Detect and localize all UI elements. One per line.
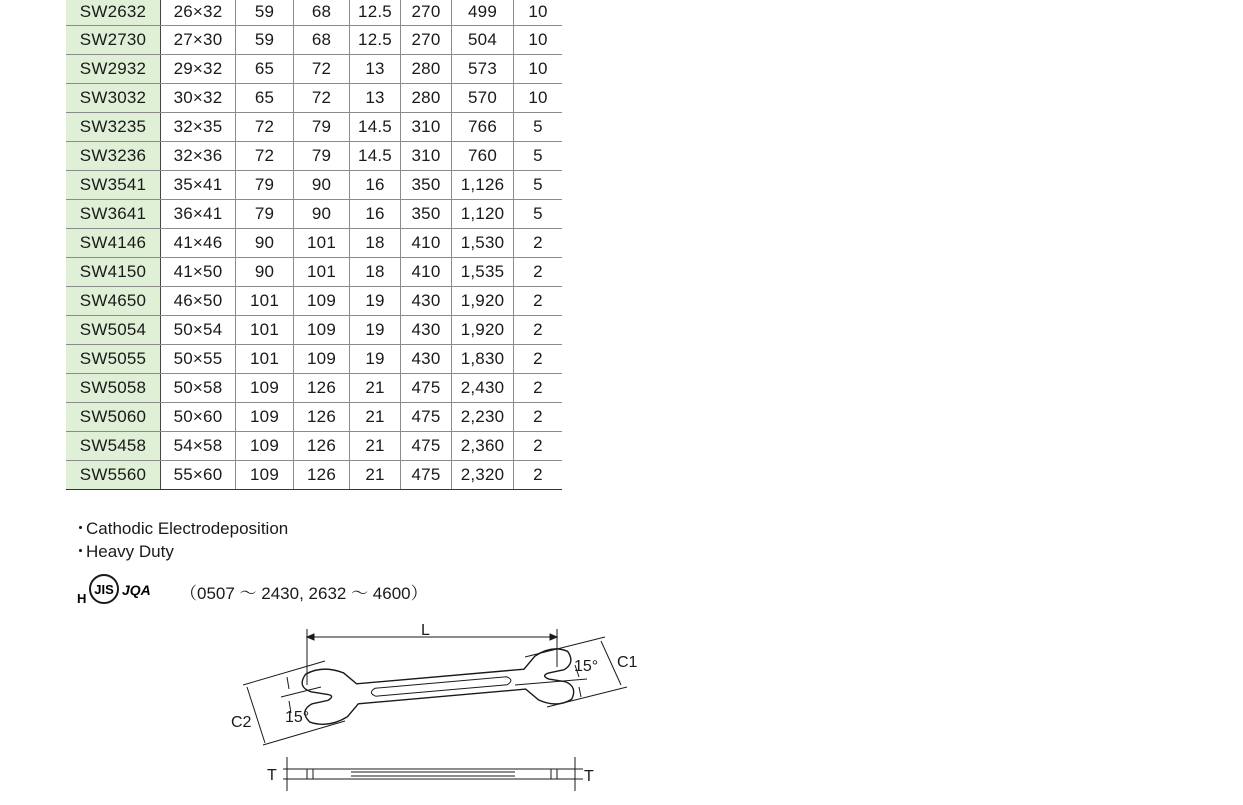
thickness-cell: 16 — [350, 171, 401, 200]
length-cell: 430 — [401, 316, 452, 345]
label-angle-right: 15° — [574, 658, 599, 675]
table-row — [66, 200, 562, 229]
wrench-groove — [371, 676, 511, 696]
size-cell: 50×55 — [161, 345, 236, 374]
length-cell: 280 — [401, 84, 452, 113]
length-cell: 270 — [401, 26, 452, 55]
size-cell: 50×58 — [161, 374, 236, 403]
dim-a-cell: 109 — [236, 403, 294, 432]
model-cell: SW5054 — [66, 316, 161, 345]
thickness-cell: 18 — [350, 229, 401, 258]
table-row — [66, 316, 562, 345]
dim-b-cell: 101 — [294, 229, 350, 258]
model-cell: SW2632 — [66, 0, 161, 26]
weight-cell: 2,320 — [452, 461, 514, 490]
weight-cell: 2,360 — [452, 432, 514, 461]
size-cell: 29×32 — [161, 55, 236, 84]
size-cell: 27×30 — [161, 26, 236, 55]
dim-b-cell: 126 — [294, 403, 350, 432]
dim-a-cell: 72 — [236, 142, 294, 171]
quantity-cell: 2 — [514, 316, 563, 345]
thickness-cell: 19 — [350, 287, 401, 316]
weight-cell: 1,920 — [452, 287, 514, 316]
dim-b-cell: 79 — [294, 142, 350, 171]
dim-a-cell: 79 — [236, 171, 294, 200]
quantity-cell: 2 — [514, 374, 563, 403]
model-cell: SW5058 — [66, 374, 161, 403]
quantity-cell: 2 — [514, 432, 563, 461]
size-cell: 41×50 — [161, 258, 236, 287]
thickness-cell: 19 — [350, 345, 401, 374]
quantity-cell: 5 — [514, 113, 563, 142]
thickness-cell: 21 — [350, 374, 401, 403]
length-cell: 475 — [401, 432, 452, 461]
jis-jqa-certification-logo — [76, 572, 172, 608]
dim-a-cell: 101 — [236, 287, 294, 316]
spec-table-body — [66, 0, 562, 490]
weight-cell: 1,920 — [452, 316, 514, 345]
label-c2: C2 — [231, 714, 252, 731]
length-cell: 475 — [401, 461, 452, 490]
quantity-cell: 2 — [514, 403, 563, 432]
weight-cell: 2,430 — [452, 374, 514, 403]
weight-cell: 570 — [452, 84, 514, 113]
note-text-cathodic: Cathodic Electrodeposition — [86, 519, 289, 538]
dim-b-cell: 72 — [294, 55, 350, 84]
model-cell: SW5458 — [66, 432, 161, 461]
dim-a-cell: 90 — [236, 229, 294, 258]
model-cell: SW5060 — [66, 403, 161, 432]
dim-b-cell: 68 — [294, 26, 350, 55]
quantity-cell: 5 — [514, 142, 563, 171]
length-cell: 270 — [401, 0, 452, 26]
bullet-mark: ・ — [72, 542, 89, 561]
model-cell: SW4650 — [66, 287, 161, 316]
size-cell: 55×60 — [161, 461, 236, 490]
table-row — [66, 0, 562, 26]
weight-cell: 573 — [452, 55, 514, 84]
dim-a-cell: 59 — [236, 26, 294, 55]
thickness-cell: 16 — [350, 200, 401, 229]
quantity-cell: 2 — [514, 229, 563, 258]
table-row — [66, 345, 562, 374]
c1-extension-top — [525, 637, 605, 657]
length-cell: 410 — [401, 258, 452, 287]
dim-b-cell: 90 — [294, 200, 350, 229]
arrow-head — [550, 634, 557, 640]
weight-cell: 1,535 — [452, 258, 514, 287]
dim-a-cell: 72 — [236, 113, 294, 142]
h-mark: H — [77, 591, 87, 606]
model-cell: SW5560 — [66, 461, 161, 490]
length-cell: 475 — [401, 403, 452, 432]
weight-cell: 1,120 — [452, 200, 514, 229]
table-row — [66, 287, 562, 316]
length-cell: 280 — [401, 55, 452, 84]
quantity-cell: 2 — [514, 258, 563, 287]
dim-b-cell: 72 — [294, 84, 350, 113]
jis-range-text: （0507 ～ 2430, 2632 ～ 4600） — [180, 584, 428, 603]
angle-arrow-left — [287, 677, 289, 689]
size-cell: 41×46 — [161, 229, 236, 258]
table-row — [66, 55, 562, 84]
table-row — [66, 113, 562, 142]
dim-b-cell: 101 — [294, 258, 350, 287]
quantity-cell: 2 — [514, 287, 563, 316]
length-cell: 410 — [401, 229, 452, 258]
table-row — [66, 403, 562, 432]
size-cell: 36×41 — [161, 200, 236, 229]
size-cell: 32×36 — [161, 142, 236, 171]
dim-b-cell: 109 — [294, 287, 350, 316]
table-row — [66, 258, 562, 287]
arrow-head — [307, 634, 314, 640]
spec-table — [66, 0, 562, 490]
model-cell: SW4146 — [66, 229, 161, 258]
size-cell: 50×60 — [161, 403, 236, 432]
c2-extension-top — [243, 661, 325, 685]
length-cell: 350 — [401, 200, 452, 229]
quantity-cell: 5 — [514, 200, 563, 229]
dim-b-cell: 126 — [294, 374, 350, 403]
dim-b-cell: 68 — [294, 0, 350, 26]
model-cell: SW3641 — [66, 200, 161, 229]
thickness-cell: 12.5 — [350, 26, 401, 55]
quantity-cell: 2 — [514, 461, 563, 490]
size-cell: 30×32 — [161, 84, 236, 113]
thickness-cell: 12.5 — [350, 0, 401, 26]
bullet-mark: ・ — [72, 519, 89, 538]
dim-a-cell: 101 — [236, 345, 294, 374]
dim-b-cell: 109 — [294, 345, 350, 374]
model-cell: SW3236 — [66, 142, 161, 171]
length-cell: 310 — [401, 142, 452, 171]
dim-a-cell: 65 — [236, 84, 294, 113]
label-length: L — [421, 622, 430, 639]
thickness-cell: 14.5 — [350, 113, 401, 142]
size-cell: 32×35 — [161, 113, 236, 142]
model-cell: SW2932 — [66, 55, 161, 84]
dim-a-cell: 109 — [236, 374, 294, 403]
weight-cell: 2,230 — [452, 403, 514, 432]
model-cell: SW2730 — [66, 26, 161, 55]
dim-a-cell: 90 — [236, 258, 294, 287]
weight-cell: 1,126 — [452, 171, 514, 200]
table-row — [66, 374, 562, 403]
model-cell: SW5055 — [66, 345, 161, 374]
wrench-dimension-drawing — [225, 615, 645, 801]
model-cell: SW3032 — [66, 84, 161, 113]
dim-b-cell: 109 — [294, 316, 350, 345]
table-row — [66, 84, 562, 113]
label-thickness-right: T — [584, 768, 594, 785]
dim-b-cell: 90 — [294, 171, 350, 200]
note-text-heavy-duty: Heavy Duty — [86, 542, 174, 561]
size-cell: 35×41 — [161, 171, 236, 200]
quantity-cell: 5 — [514, 171, 563, 200]
thickness-cell: 13 — [350, 55, 401, 84]
label-c1: C1 — [617, 654, 638, 671]
dim-a-cell: 101 — [236, 316, 294, 345]
quantity-cell: 10 — [514, 0, 563, 26]
dim-b-cell: 126 — [294, 461, 350, 490]
weight-cell: 1,830 — [452, 345, 514, 374]
thickness-cell: 21 — [350, 403, 401, 432]
thickness-cell: 13 — [350, 84, 401, 113]
dim-b-cell: 126 — [294, 432, 350, 461]
table-row — [66, 26, 562, 55]
model-cell: SW3235 — [66, 113, 161, 142]
dim-a-cell: 109 — [236, 432, 294, 461]
length-cell: 430 — [401, 287, 452, 316]
weight-cell: 504 — [452, 26, 514, 55]
weight-cell: 499 — [452, 0, 514, 26]
note-item-heavy-duty — [72, 537, 174, 562]
size-cell: 54×58 — [161, 432, 236, 461]
angle-arrow-right — [579, 687, 581, 697]
wrench-side-view — [307, 769, 557, 779]
weight-cell: 1,530 — [452, 229, 514, 258]
jis-mark: JIS — [94, 582, 114, 597]
dim-b-cell: 79 — [294, 113, 350, 142]
size-cell: 46×50 — [161, 287, 236, 316]
quantity-cell: 2 — [514, 345, 563, 374]
note-item-cathodic — [72, 514, 288, 539]
table-row — [66, 432, 562, 461]
thickness-cell: 21 — [350, 432, 401, 461]
dim-a-cell: 109 — [236, 461, 294, 490]
size-cell: 50×54 — [161, 316, 236, 345]
model-cell: SW3541 — [66, 171, 161, 200]
weight-cell: 760 — [452, 142, 514, 171]
thickness-cell: 21 — [350, 461, 401, 490]
model-cell: SW4150 — [66, 258, 161, 287]
table-row — [66, 461, 562, 490]
thickness-cell: 14.5 — [350, 142, 401, 171]
label-thickness-left: T — [267, 767, 277, 784]
quantity-cell: 10 — [514, 26, 563, 55]
dim-a-cell: 59 — [236, 0, 294, 26]
table-row — [66, 142, 562, 171]
wrench-top-view — [301, 648, 575, 726]
dim-a-cell: 65 — [236, 55, 294, 84]
table-row — [66, 229, 562, 258]
length-cell: 350 — [401, 171, 452, 200]
length-cell: 310 — [401, 113, 452, 142]
wrench-outline — [301, 648, 575, 726]
quantity-cell: 10 — [514, 55, 563, 84]
thickness-cell: 18 — [350, 258, 401, 287]
thickness-cell: 19 — [350, 316, 401, 345]
weight-cell: 766 — [452, 113, 514, 142]
length-cell: 475 — [401, 374, 452, 403]
dim-a-cell: 79 — [236, 200, 294, 229]
table-row — [66, 171, 562, 200]
jqa-mark: JQA — [122, 582, 151, 598]
c1-extension-bottom — [547, 687, 627, 707]
length-cell: 430 — [401, 345, 452, 374]
size-cell: 26×32 — [161, 0, 236, 26]
quantity-cell: 10 — [514, 84, 563, 113]
label-angle-left: 15° — [285, 709, 310, 726]
